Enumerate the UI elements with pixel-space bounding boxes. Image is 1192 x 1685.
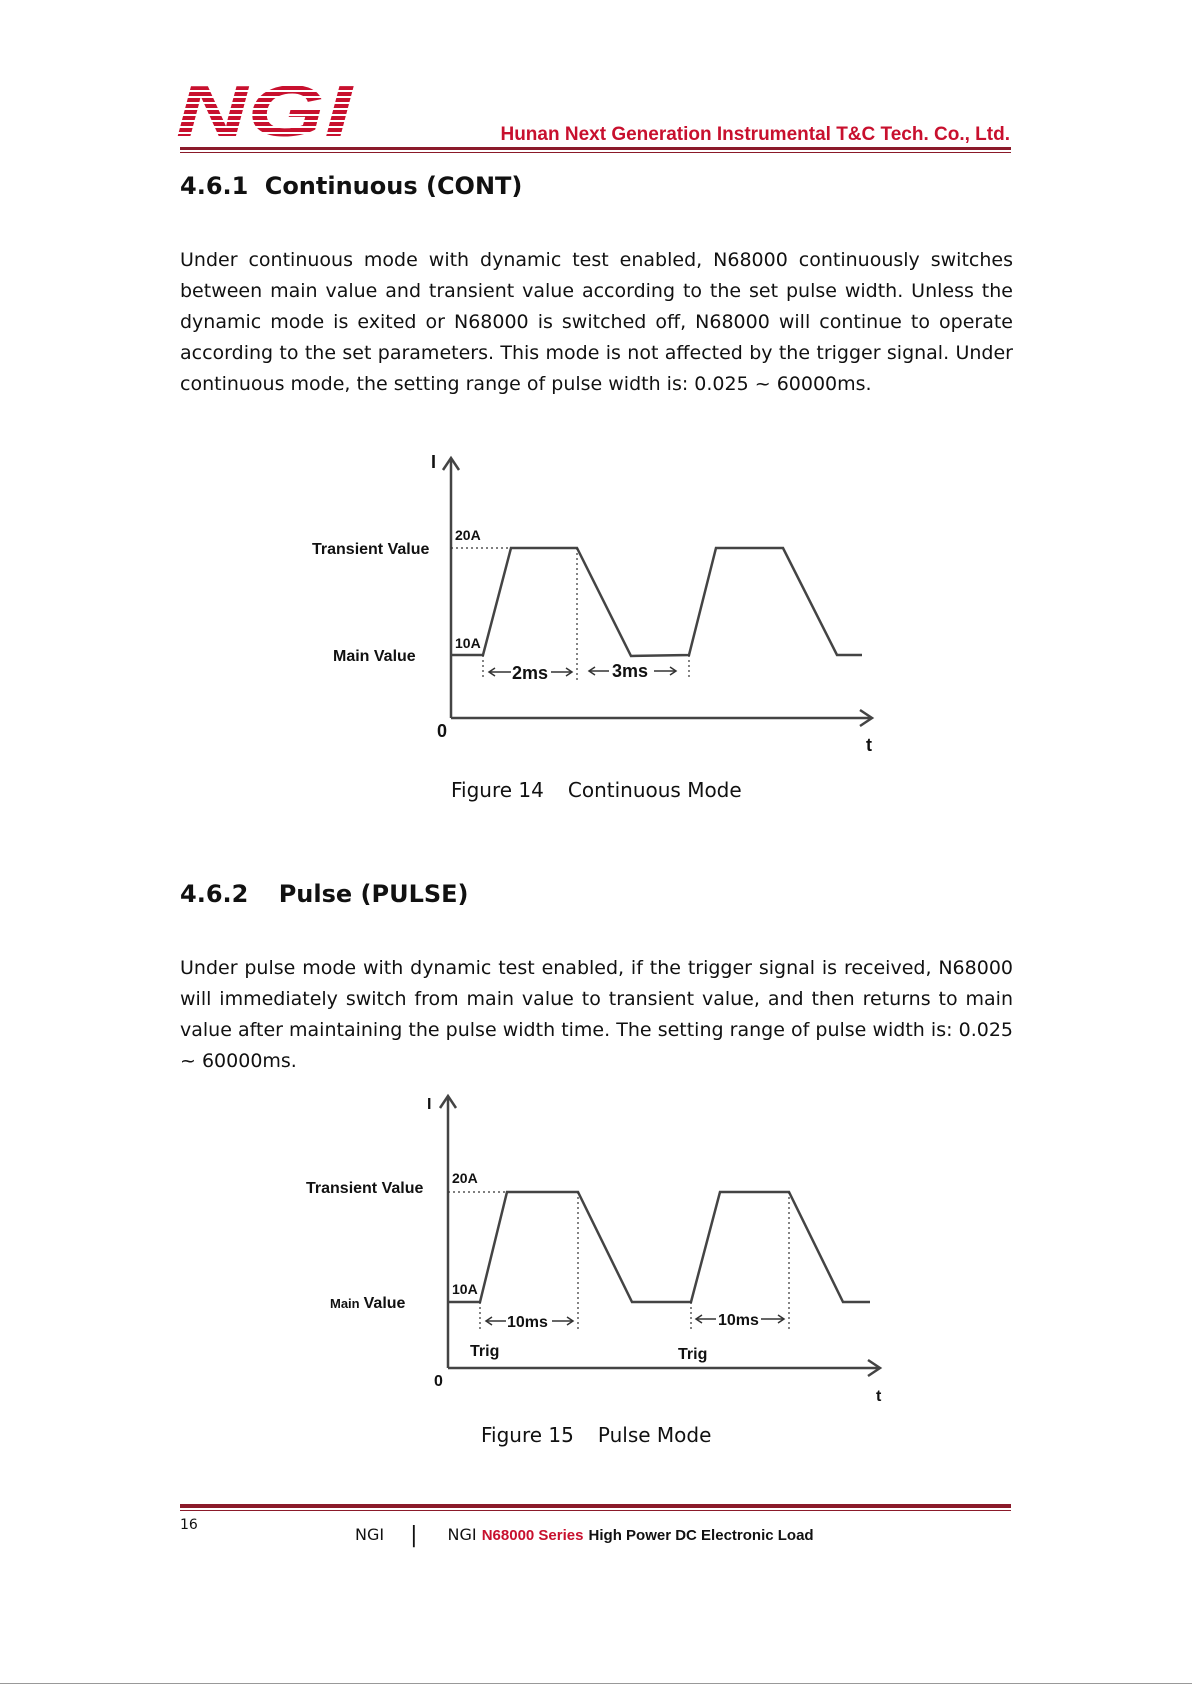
main-amp-label: 10A <box>452 1281 478 1297</box>
caption-text: Pulse Mode <box>597 1423 712 1447</box>
x-axis-label: t <box>866 735 872 755</box>
pulse-width-label: 10ms <box>718 1312 759 1329</box>
transient-amp-label: 20A <box>455 527 481 543</box>
main-value-label: Main Value <box>333 648 416 665</box>
x-axis-label: t <box>876 1388 882 1405</box>
footer-brand-2: NGI <box>447 1525 477 1544</box>
header-rule <box>180 147 1011 150</box>
footer-description: High Power DC Electronic Load <box>588 1527 814 1544</box>
paragraph-continuous: Under continuous mode with dynamic test enabled, N68000 continuously switches between main value and transient value according to the set pulse width. Unless the dynamic mode is exited or N68000 is switched off, N68000 will continue to operate according to the set parameters. This mode is not affected by the trigger signal. Under continuous mode, the setting range of pulse width is: 0.025 ~ 60000ms. <box>180 249 1013 395</box>
page-bottom-edge <box>0 1683 1192 1684</box>
waveform <box>448 1192 870 1302</box>
origin-label: 0 <box>434 1373 443 1390</box>
company-name: Hunan Next Generation Instrumental T&C Tech. Co., Ltd. <box>500 124 1010 145</box>
page-number: 16 <box>180 1517 198 1533</box>
transient-value-label: Transient Value <box>312 541 430 558</box>
section-number: 4.6.1 <box>180 172 249 200</box>
footer-series: N68000 Series <box>481 1527 584 1544</box>
ngi-logo <box>176 74 356 142</box>
pulse-width-label: 3ms <box>612 661 649 681</box>
figure-14-caption <box>451 778 742 802</box>
svg-text:NGI: NGI <box>176 74 355 142</box>
header-rule-thin <box>180 152 1011 153</box>
figure-continuous-mode <box>300 440 900 760</box>
transient-amp-label: 20A <box>452 1170 478 1186</box>
caption-number: Figure 14 <box>451 778 544 802</box>
main-amp-label: 10A <box>455 635 481 651</box>
pulse-width-label: 2ms <box>512 663 549 683</box>
waveform <box>451 548 862 656</box>
trigger-label: Trig <box>678 1346 708 1363</box>
footer-text <box>355 1523 814 1548</box>
trigger-label: Trig <box>470 1343 500 1360</box>
y-axis-label: I <box>431 452 437 472</box>
figure-15-caption <box>481 1423 711 1447</box>
section-title: Pulse (PULSE) <box>278 880 469 908</box>
transient-value-label: Transient Value <box>306 1180 424 1197</box>
caption-number: Figure 15 <box>481 1423 574 1447</box>
caption-text: Continuous Mode <box>567 778 742 802</box>
origin-label: 0 <box>437 721 448 741</box>
main-label-suffix: Value <box>363 1295 406 1312</box>
section-title: Continuous (CONT) <box>264 172 523 200</box>
main-value-label <box>330 1295 406 1312</box>
section-number: 4.6.2 <box>180 880 249 908</box>
footer-rule <box>180 1504 1011 1508</box>
section-heading-pulse <box>180 880 469 908</box>
y-axis-label: I <box>427 1096 432 1113</box>
footer-separator: | <box>410 1523 418 1548</box>
main-label-prefix: Main <box>330 1296 360 1311</box>
footer-rule-thin <box>180 1510 1011 1511</box>
paragraph-pulse: Under pulse mode with dynamic test enabled, if the trigger signal is received, N68000 will immediately switch from main value to transient value, and then returns to main value after maintaining the pulse width time. The setting range of pulse width is: 0.025 ~ 60000ms. <box>180 957 1013 1072</box>
section-heading-continuous <box>180 172 522 200</box>
figure-pulse-mode <box>300 1090 900 1410</box>
pulse-width-label: 10ms <box>507 1314 548 1331</box>
footer-brand: NGI <box>355 1525 385 1544</box>
